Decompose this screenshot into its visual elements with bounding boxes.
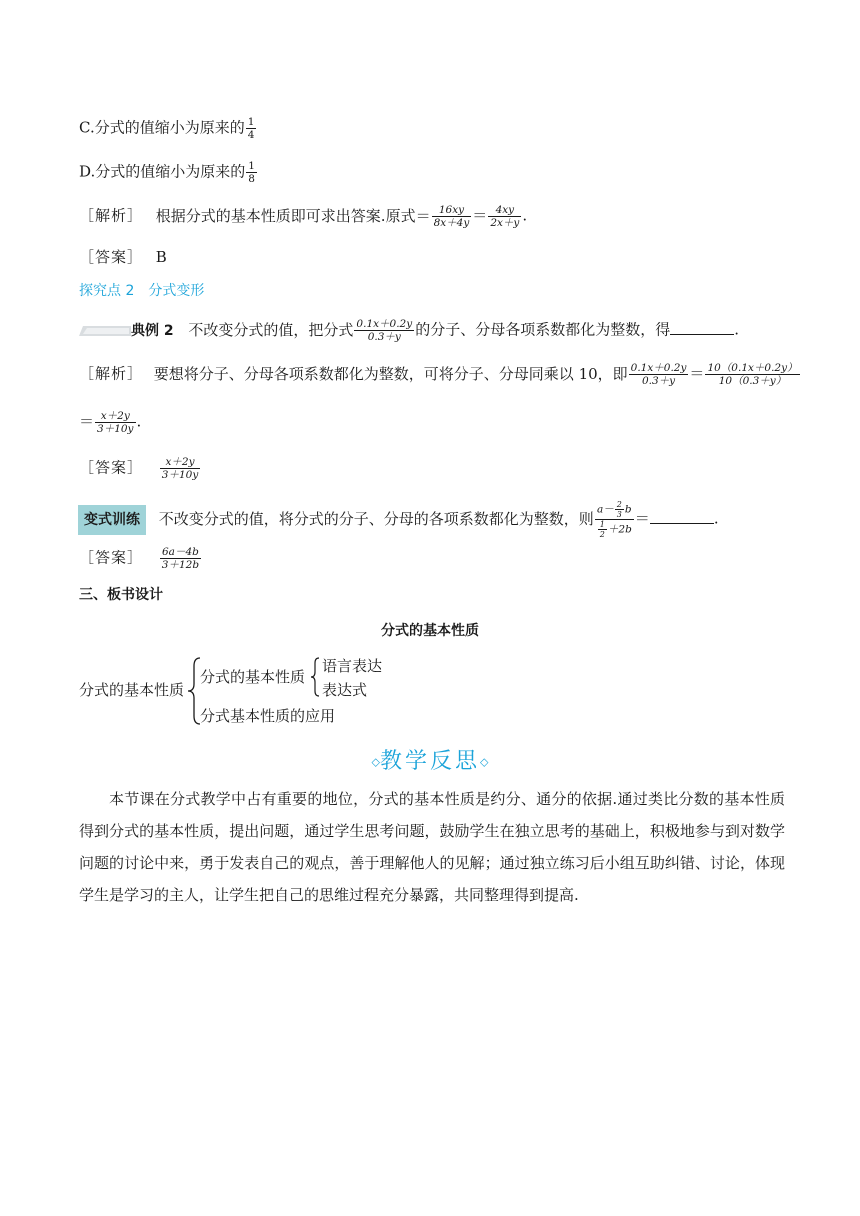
board-branch-1: 分式的基本性质: [200, 668, 306, 686]
board-leaf-2: 表达式: [322, 681, 368, 699]
answer-fraction: [160, 456, 200, 481]
fraction-denominator: 0.3＋y: [367, 331, 401, 343]
example-2: [79, 318, 739, 343]
fraction-denominator: 8x＋4y: [433, 217, 470, 229]
board-title: 分式的基本性质: [381, 623, 479, 639]
answer-label: ［答案］: [79, 248, 144, 266]
answer-value: B: [155, 248, 167, 266]
board-root: 分式的基本性质: [79, 681, 185, 699]
fraction-numerator: x＋2y: [160, 456, 200, 469]
option-d-text: D.分式的值缩小为原来的: [79, 162, 246, 181]
explore-point-title: 探究点 2 分式变形: [79, 283, 205, 299]
variant-tag: 变式训练: [78, 505, 146, 535]
analysis-fraction-1: [629, 362, 689, 387]
fraction-denominator: 4: [247, 129, 255, 141]
fraction-denominator: 8: [248, 173, 255, 185]
nested-fraction: [615, 500, 624, 519]
answer-blank: [670, 320, 734, 335]
fraction-numerator: 6a－4b: [160, 546, 201, 559]
example-fraction: [354, 318, 414, 343]
period: .: [713, 509, 719, 528]
analysis-fraction-3: [95, 410, 135, 435]
fraction-numerator: 0.1x＋0.2y: [630, 362, 687, 374]
diamond-icon: ◇: [371, 755, 380, 769]
fraction-denominator: 3: [616, 510, 622, 519]
reflection-title: [0, 744, 860, 775]
fraction-denominator: 10（0.3＋y）: [718, 375, 787, 387]
fraction-denominator: [595, 520, 634, 539]
fraction-denominator: 2: [599, 530, 605, 539]
period: .: [522, 206, 528, 225]
answer-2: [79, 456, 201, 481]
equals-sign: ＝: [79, 412, 95, 431]
numerator-part: b: [624, 503, 632, 516]
example-text: 不改变分式的值，把分式: [188, 320, 354, 339]
answer-3: [79, 546, 202, 571]
board-heading: 三、板书设计: [79, 587, 163, 603]
variant-training: [78, 500, 719, 539]
variant-fraction: [595, 500, 634, 539]
fraction-numerator: 0.1x＋0.2y: [356, 318, 413, 330]
analysis-2-continued: [79, 410, 141, 435]
answer-label: ［答案］: [79, 458, 144, 477]
reflection-paragraph: 本节课在分式教学中占有重要的地位，分式的基本性质是约分、通分的依据.通过类比分数的基本性质得到分式的基本性质，提出问题，通过学生思考问题，鼓励学生在独立思考的基础上，积极地参与到对数学问题的讨论中来，勇于发表自己的观点，善于理解他人的见解；通过独立练习后小组互助纠错、讨论，体现学生是学习的主人，让学生把自己的思维过程充分暴露，共同整理得到提高.: [79, 790, 785, 904]
fraction-numerator: [595, 500, 634, 520]
answer-1: [79, 246, 167, 268]
variant-text: 不改变分式的值，将分式的分子、分母的各项系数都化为整数，则: [158, 509, 594, 528]
equals-sign: ＝: [689, 364, 705, 383]
numerator-part: a－: [597, 503, 614, 516]
fraction-numerator: x＋2y: [95, 410, 135, 423]
small-brace-icon: [309, 656, 321, 698]
answer-fraction: [160, 546, 201, 571]
fraction-numerator: 4xy: [488, 204, 521, 217]
answer-blank: [650, 509, 714, 524]
board-branch-2: 分式基本性质的应用: [200, 707, 336, 725]
fraction-numerator: 16xy: [432, 204, 472, 217]
example-tag: [79, 320, 174, 342]
fraction-numerator: 1: [247, 116, 255, 128]
nested-fraction: [598, 520, 607, 539]
option-c: [79, 116, 257, 141]
fraction-denominator: 3＋12b: [161, 559, 200, 571]
analysis-1: [79, 204, 527, 229]
analysis-label: ［解析］: [79, 206, 144, 225]
analysis-text: 要想将分子、分母各项系数都化为整数，可将分子、分母同乘以 10，即: [153, 364, 628, 383]
period: .: [734, 320, 739, 339]
period: .: [136, 412, 142, 431]
equals-sign: ＝: [634, 509, 650, 528]
fraction-denominator: 0.3＋y: [641, 375, 676, 387]
analysis-fraction-2: [488, 204, 521, 229]
analysis-text: 根据分式的基本性质即可求出答案.原式＝: [155, 206, 431, 225]
fraction-denominator: 3＋10y: [97, 423, 134, 435]
example-ribbon-icon: [79, 324, 131, 338]
analysis-2: [79, 362, 801, 387]
fraction-numerator: 2: [616, 500, 622, 509]
reflection-title-text: 教学反思: [379, 749, 480, 774]
analysis-fraction-1: [432, 204, 472, 229]
denominator-part: ＋2b: [607, 523, 632, 536]
answer-label: ［答案］: [79, 548, 144, 567]
board-leaf-1: 语言表达: [322, 657, 383, 675]
fraction-denominator: 2x＋y: [490, 217, 520, 229]
analysis-fraction-2: [705, 362, 799, 387]
fraction-numerator: 1: [248, 160, 255, 172]
fraction-numerator: 10（0.1x＋0.2y）: [707, 362, 798, 374]
fraction-numerator: 1: [599, 520, 605, 529]
analysis-label: ［解析］: [79, 364, 144, 383]
option-c-fraction: [246, 116, 257, 141]
diamond-icon: ◇: [480, 755, 489, 769]
option-d: [79, 160, 258, 185]
option-d-fraction: [246, 160, 257, 185]
option-c-text: C.分式的值缩小为原来的: [79, 118, 245, 137]
fraction-denominator: 3＋10y: [161, 469, 199, 481]
example-text-2: 的分子、分母各项系数都化为整数，得: [415, 320, 671, 339]
example-tag-label: 典例 2: [131, 322, 174, 339]
equals-sign: ＝: [472, 206, 488, 225]
